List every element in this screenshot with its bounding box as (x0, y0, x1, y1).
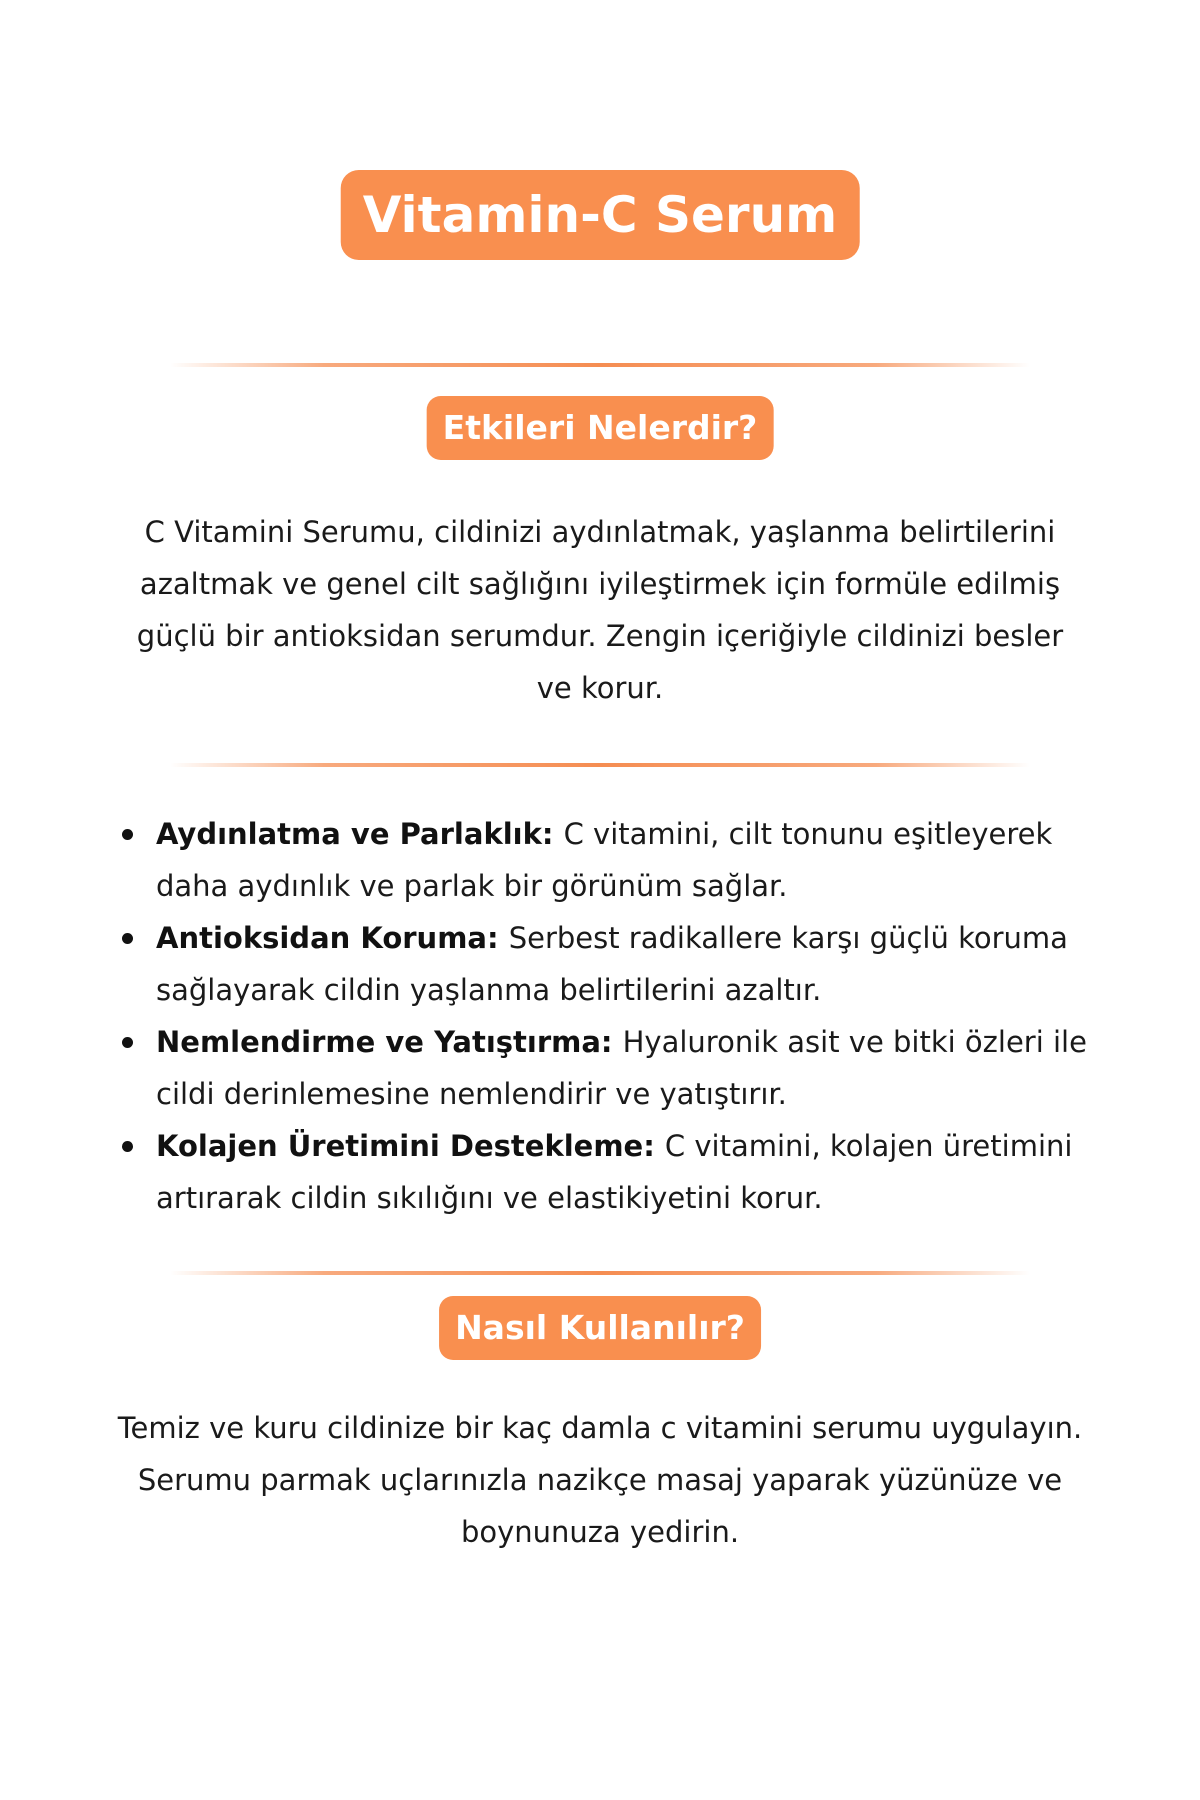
divider (170, 763, 1030, 767)
benefits-list (110, 808, 1100, 1224)
usage-heading: Nasıl Kullanılır? (439, 1296, 761, 1360)
benefit-title: Kolajen Üretimini Destekleme: (156, 1129, 665, 1163)
bullet-icon (122, 1037, 133, 1048)
benefit-title: Antioksidan Koruma: (156, 921, 509, 955)
divider (170, 1271, 1030, 1275)
page-title: Vitamin-C Serum (341, 170, 860, 260)
benefit-title: Aydınlatma ve Parlaklık: (156, 817, 564, 851)
benefit-text: C vitamini, cilt tonunu eşitleyerek daha aydınlık ve parlak bir görünüm sağlar. (156, 817, 1053, 903)
benefit-item-collagen (110, 1120, 1100, 1224)
bullet-icon (122, 933, 133, 944)
benefit-text: Serbest radikallere karşı güçlü koruma sağlayarak cildin yaşlanma belirtilerini azaltır. (156, 921, 1068, 1007)
benefit-item-moisturizing (110, 1016, 1100, 1120)
benefit-text: Hyaluronik asit ve bitki özleri ile cildi derinlemesine nemlendirir ve yatıştırır. (156, 1025, 1087, 1111)
intro-paragraph: C Vitamini Serumu, cildinizi aydınlatmak, yaşlanma belirtilerini azaltmak ve genel cilt sağlığını iyileştirmek için formüle edilmiş güçlü bir antioksidan serumdur. Zengin içeriğiyle cildinizi besler ve korur. (136, 515, 1064, 705)
benefit-item-antioxidant (110, 912, 1100, 1016)
bullet-icon (122, 1141, 133, 1152)
divider (170, 363, 1030, 367)
usage-paragraph: Temiz ve kuru cildinize bir kaç damla c vitamini serumu uygulayın. Serumu parmak uçlarınızla nazikçe masaj yaparak yüzünüze ve boynunuza yedirin. (117, 1411, 1083, 1549)
effects-heading: Etkileri Nelerdir? (427, 396, 774, 460)
benefit-item-brightening (110, 808, 1100, 912)
benefit-text: C vitamini, kolajen üretimini artırarak cildin sıkılığını ve elastikiyetini korur. (156, 1129, 1073, 1215)
benefit-title: Nemlendirme ve Yatıştırma: (156, 1025, 623, 1059)
bullet-icon (122, 829, 133, 840)
